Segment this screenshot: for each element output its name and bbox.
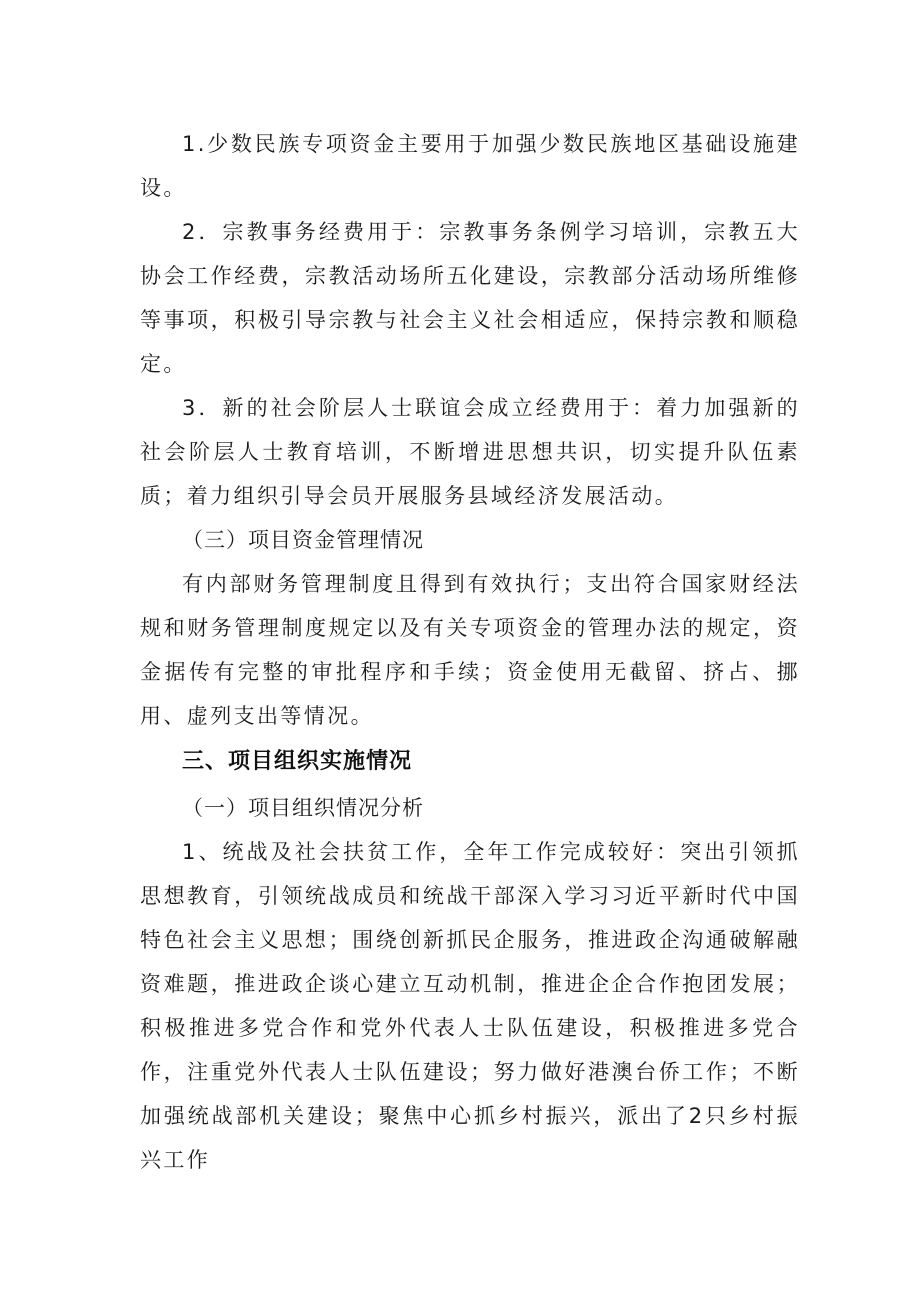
subheading-fund-management: （三）项目资金管理情况: [182, 528, 424, 552]
paragraph-fund-management: 有内部财务管理制度且得到有效执行；支出符合国家财经法规和财务管理制度规定以及有关专项资金的管理办法的规定，资金据传有完整的审批程序和手续；资金使用无截留、挤占、挪用、虚列支出等情况。: [140, 572, 800, 728]
section-heading-implementation: 三、项目组织实施情况: [182, 749, 413, 774]
paragraph-united-front-work: 1、统战及社会扶贫工作，全年工作完成较好：突出引领抓思想教育，引领统战成员和统战干部深入学习习近平新时代中国特色社会主义思想；围绕创新抓民企服务，推进政企沟通破解融资难题，推进政企谈心建立互动机制，推进企企合作抱团发展；积极推进多党合作和党外代表人士队伍建设，积极推进多党合作，注重党外代表人士队伍建设；努力做好港澳台侨工作；不断加强统战部机关建设；聚焦中心抓乡村振兴，派出了2只乡村振兴工作: [140, 840, 800, 1172]
paragraph-new-social-strata: 3．新的社会阶层人士联谊会成立经费用于：着力加强新的社会阶层人士教育培训，不断增进思想共识，切实提升队伍素质；着力组织引导会员开展服务县域经济发展活动。: [140, 396, 800, 508]
document-body: [140, 122, 800, 1182]
paragraph-minority-funds: 1.少数民族专项资金主要用于加强少数民族地区基础设施建设。: [140, 132, 800, 200]
subheading-organization-analysis: （一）项目组织情况分析: [182, 796, 424, 820]
paragraph-religious-affairs: 2．宗教事务经费用于：宗教事务条例学习培训，宗教五大协会工作经费，宗教活动场所五化建设，宗教部分活动场所维修等事项，积极引导宗教与社会主义社会相适应，保持宗教和顺稳定。: [140, 220, 800, 376]
